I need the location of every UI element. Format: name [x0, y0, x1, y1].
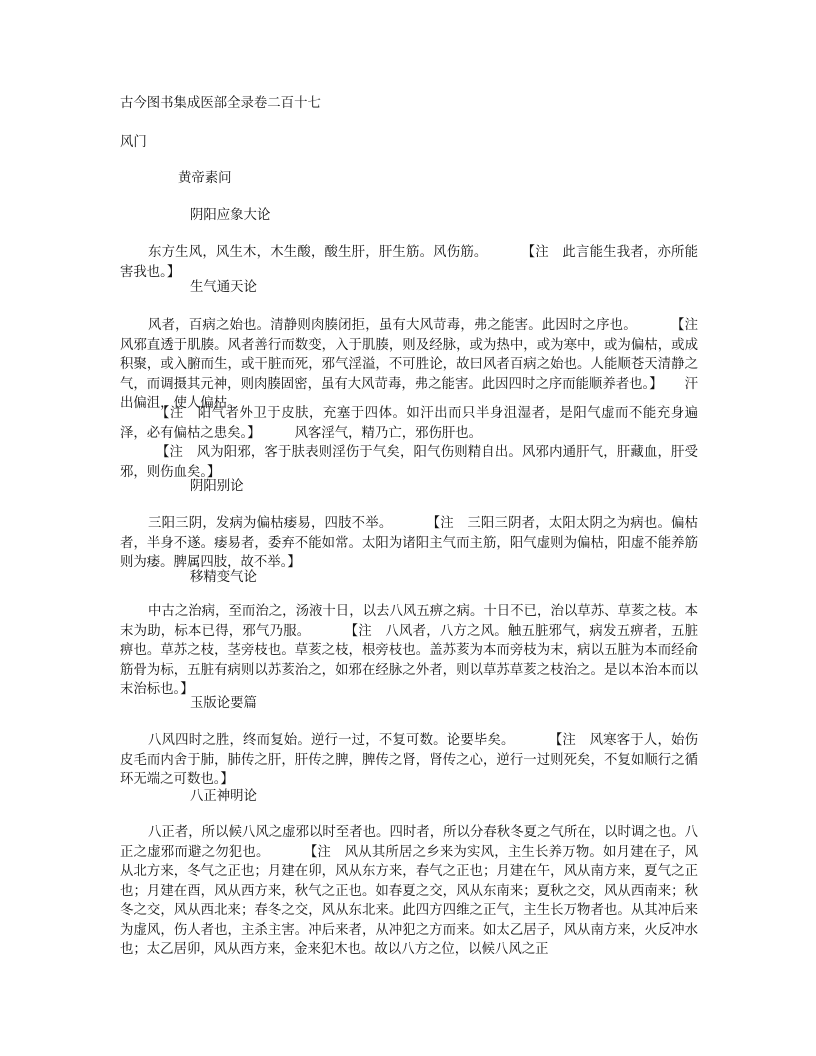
chapter-paragraph [120, 823, 698, 960]
classic-text: 八正者，所以候八风之虚邪以时至者也。四时者，所以分春秋冬夏之气所在，以时调之也。八正之虚邪而避之勿犯也。 [120, 825, 698, 860]
chapter-heading: 八正神明论 [190, 789, 257, 804]
chapter-heading: 生气通天论 [190, 280, 257, 295]
classic-text: 汗出偏沮，使人偏枯。 [120, 376, 699, 411]
commentary-note: 【注 风为阳邪，客于肤表则淫伤于气矣，阳气伤则精自出。风邪内通肝气，肝藏血，肝受邪，则伤血矣。】 [120, 445, 698, 480]
classic-text: 三阳三阴，发病为偏枯痿易，四肢不举。 [148, 516, 393, 531]
chapter-paragraph [120, 602, 698, 700]
chapter-paragraph [120, 243, 698, 282]
classic-text: 风者，百病之始也。清静则肉腠闭拒，虽有大风苛毒，弗之能害。此因时之序也。 [148, 318, 637, 333]
classic-text: 中古之治病，至而治之，汤液十日，以去八风五痹之病。十日不已，治以草苏、草荄之枝。本末为助，标本已得，邪气乃服。 [120, 604, 698, 639]
commentary-note: 【注 三阳三阴者，太阳太阴之为病也。偏枯者，半身不遂。痿易者，委弃不能如常。太阳为诸阳主气而主筋，阳气虚则为偏枯，阳虚不能养筋则为痿。脾属四肢，故不举。】 [120, 516, 698, 570]
classic-text: 风客淫气，精乃亡，邪伤肝也。 [294, 425, 483, 441]
commentary-note: 【注 此言能生我者，亦所能害我也。】 [120, 245, 699, 280]
classic-text: 东方生风，风生木，木生酸，酸生肝，肝生筋。风伤筋。 [148, 245, 488, 260]
chapter-heading: 玉版论要篇 [190, 696, 257, 711]
chapter-heading: 移精变气论 [190, 570, 257, 585]
commentary-note: 【注 风从其所居之乡来为实风，主生长养万物。如月建在子，风从北方来，冬气之正也；月建在卯，风从东方来，春气之正也；月建在午，风从南方来，夏气之正也；月建在酉，风从西方来，秋气之正也。如春夏之交，风从东南来；夏秋之交，风从西南来；秋冬之交，风从西北来；春冬之交，风从东北来。此四方四维之正气，主生长万物者也。从其冲后来为虚风，伤人者也，主杀主害。冲后来者，从冲犯之方而来。如太乙居子，风从南方来，火反冲水也；太乙居卯，风从西方来，金来犯木也。故以八方之位，以候八风之正 [120, 844, 699, 957]
chapter-paragraph [120, 316, 712, 414]
commentary-note: 【注 风寒客于人，始伤皮毛而内舍于肺，肺传之肝，肝传之脾，脾传之肾，肾传之心，逆行一过则死矣，不复如顺行之循环无端之可数也。】 [120, 733, 699, 787]
classic-text: 八风四时之胜，终而复始。逆行一过，不复可数。论要毕矣。 [148, 733, 515, 748]
section-heading: 风门 [120, 135, 147, 150]
document-title: 古今图书集成医部全录卷二百十七 [120, 96, 321, 111]
chapter-paragraph [120, 514, 698, 573]
commentary-note: 【注 风邪直透于肌腠。风者善行而数变，入于肌腠，则及经脉，或为热中，或为寒中，或为偏枯，或成积聚，或入腑而生，或干脏而死，邪气淫溢，不可胜论，故曰风者百病之始也。人能顺苍天清静之气，而调摄其元神，则肉腠固密，虽有大风苛毒，弗之能害。此因四时之序而能顺养者也。】 [120, 318, 712, 392]
chapter-paragraph [120, 731, 698, 790]
chapter-paragraph [120, 443, 698, 482]
chapter-paragraph [120, 404, 698, 443]
source-heading: 黄帝素问 [178, 171, 232, 186]
commentary-note: 【注 八风者，八方之风。触五脏邪气，病发五痹者，五脏痹也。草苏之枝，茎旁枝也。草荄之枝，根旁枝也。盖苏荄为本而旁枝为末，病以五脏为本而经俞筋骨为标，五脏有病则以苏荄治之，如邪在经脉之外者，则以草苏草荄之枝治之。是以本治本而以末治标也。】 [120, 623, 699, 697]
commentary-note: 【注 阳气者外卫于皮肤，充塞于四体。如汗出而只半身沮湿者，是阳气虚而不能充身遍泽，必有偏枯之患矣。】 [120, 406, 698, 441]
chapter-heading: 阴阳别论 [190, 479, 244, 494]
chapter-heading: 阴阳应象大论 [190, 208, 271, 223]
